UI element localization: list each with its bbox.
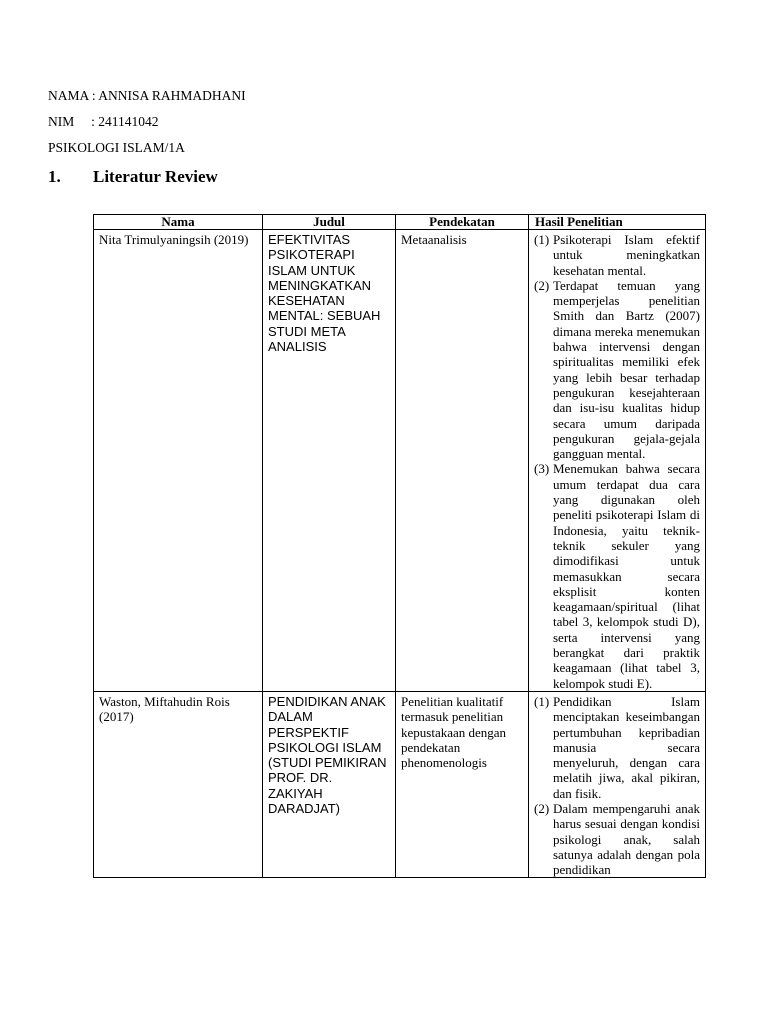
finding-number: (2) [534,800,550,816]
cell-judul: EFEKTIVITAS PSIKOTERAPI ISLAM UNTUK MENINGKATKAN KESEHATAN MENTAL: SEBUAH STUDI META ANALISIS [263,230,396,692]
cell-judul: PENDIDIKAN ANAK DALAM PERSPEKTIF PSIKOLOGI ISLAM (STUDI PEMIKIRAN PROF. DR. ZAKIYAH DARADJAT) [263,691,396,877]
program-line: PSIKOLOGI ISLAM/1A [48,140,185,155]
section-heading [48,167,218,187]
cell-hasil [529,230,706,692]
finding-number: (3) [534,461,550,477]
column-header-nama: Nama [94,215,263,230]
finding-item [534,278,700,462]
finding-number: (2) [534,277,550,293]
finding-item [534,232,700,278]
finding-number: (1) [534,693,550,709]
findings-list [534,232,700,691]
finding-text: Pendidikan Islam menciptakan keseimbangan pertumbuhan kepribadian manusia secara menyeluruh, dengan cara melatih jiwa, akal pikiran, dan fisik. [553,693,700,801]
finding-text: Psikoterapi Islam efektif untuk meningkatkan kesehatan mental. [553,232,700,278]
findings-clip [534,694,700,877]
literature-review-table [93,214,706,878]
finding-item [534,801,700,877]
student-id-line: NIM : 241141042 [48,114,159,129]
cell-nama: Waston, Miftahudin Rois (2017) [94,691,263,877]
finding-number: (1) [534,232,550,247]
findings-list [534,694,700,877]
finding-text: Dalam mempengaruhi anak harus sesuai dengan kondisi psikologi anak, salah satunya adalah dengan pola pendidikan [553,800,700,877]
cell-pendekatan: Metaanalisis [396,230,529,692]
finding-text: Menemukan bahwa secara umum terdapat dua cara yang digunakan oleh peneliti psikoterapi Islam di Indonesia, yaitu teknik-teknik sekuler yang dimodifikasi untuk memasukkan secara eksplisit konten keagamaan/spiritual (lihat tabel 3, kelompok studi D), serta intervensi yang berangkat dari praktik keagamaan (lihat tabel 3, kelompok studi E). [553,461,700,691]
finding-item [534,694,700,801]
finding-text: Terdapat temuan yang memperjelas penelitian Smith dan Bartz (2007) dimana mereka menemukan bahwa intervensi dengan spiritualitas memiliki efek yang lebih besar terhadap pengukuran kesejahteraan dan isu-isu kualitas hidup secara umum daripada pengukuran gejala-gejala gangguan mental. [553,277,700,462]
cell-pendekatan: Penelitian kualitatif termasuk penelitian kepustakaan dengan pendekatan phenomenologis [396,691,529,877]
table-header-row [94,215,706,230]
column-header-pendekatan: Pendekatan [396,215,529,230]
student-name-line: NAMA : ANNISA RAHMADHANI [48,88,246,103]
section-number: 1. [48,167,61,186]
table-row [94,230,706,692]
column-header-hasil: Hasil Penelitian [529,215,706,230]
finding-item [534,461,700,690]
cell-hasil [529,691,706,877]
cell-nama: Nita Trimulyaningsih (2019) [94,230,263,692]
column-header-judul: Judul [263,215,396,230]
table-row [94,691,706,877]
section-title: Literatur Review [93,167,218,186]
